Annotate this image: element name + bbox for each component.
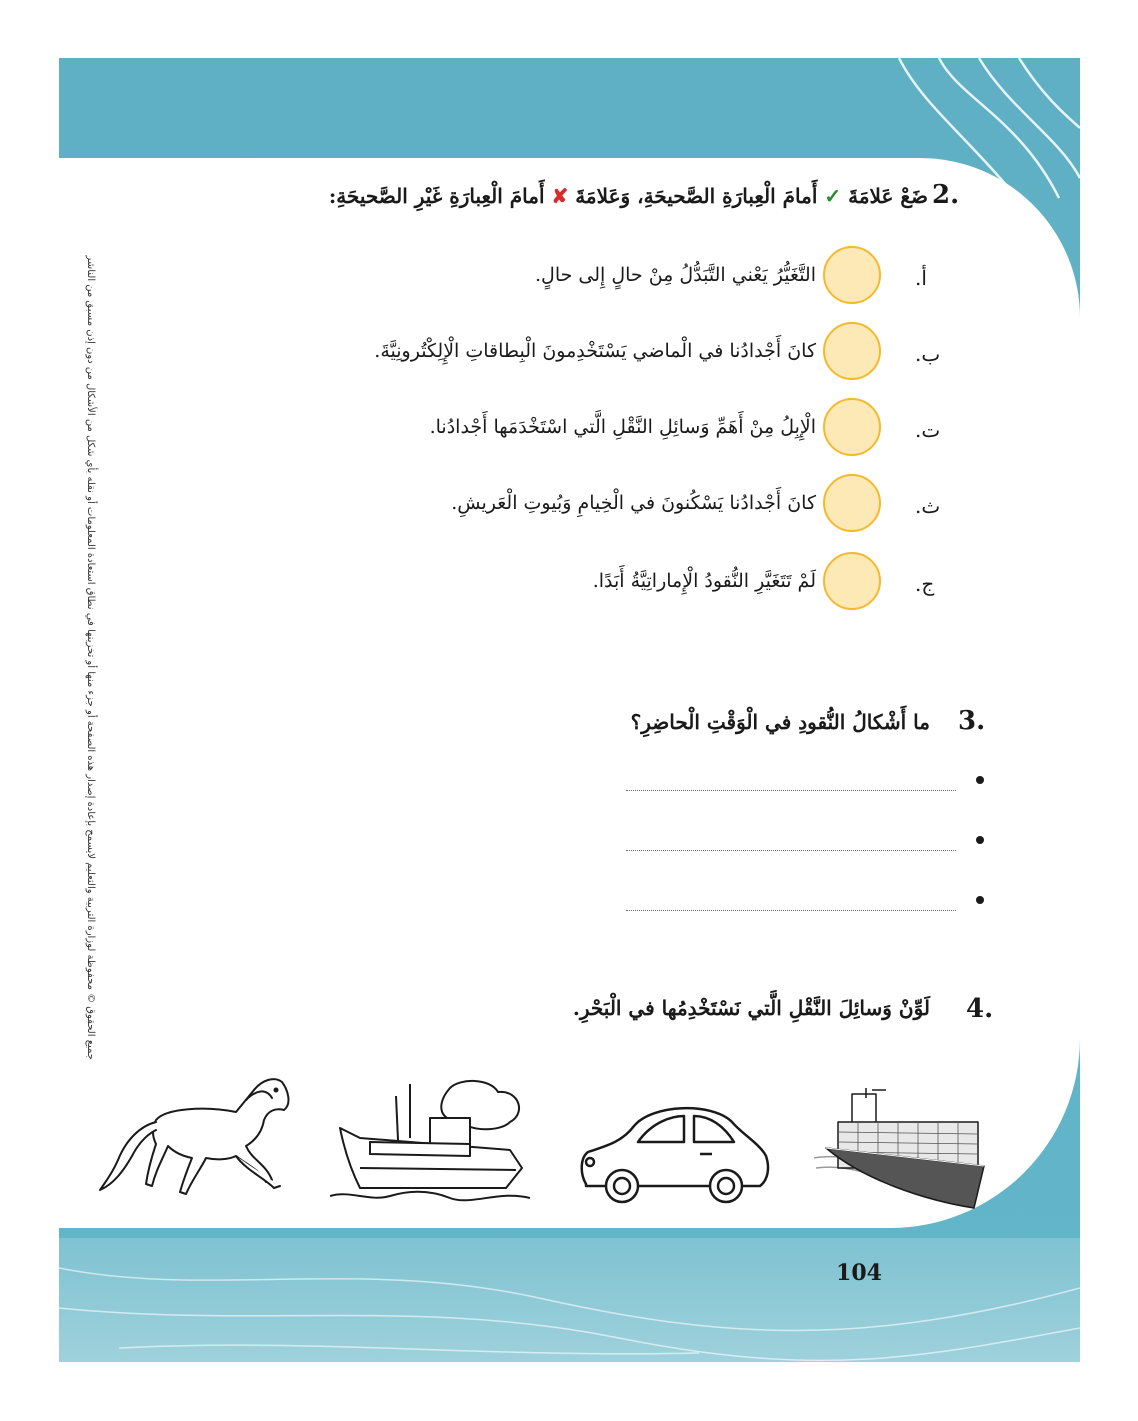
- answer-circle[interactable]: [823, 246, 881, 304]
- item-text: كانَ أَجْدادُنا يَسْكُنونَ في الْخِيامِ وَبُيوتِ الْعَريشِ.: [451, 492, 816, 514]
- answer-circle[interactable]: [823, 398, 881, 456]
- steamship-picture[interactable]: [330, 1078, 530, 1208]
- page-number: 104: [836, 1260, 882, 1286]
- footer-band: [59, 1238, 1080, 1362]
- item-text: كانَ أَجْدادُنا في الْماضي يَسْتَخْدِمونَ الْبِطاقاتِ الْإِلِكْتُرونِيَّةَ.: [374, 340, 816, 362]
- item-letter: ج.: [915, 572, 935, 596]
- instruction-part1: ضَعْ عَلامَةَ: [848, 184, 928, 208]
- copyright-note: جميع الحقوق © محفوظة لوزارة التربية والتعليم لايسمح بإعادة إصدار هذه الصفحة أو جزء منها أو تخزينها في نطاق استعادة المعلومات أو نقله بأي شكل من الأشكال من دون إذن مسبق من الناشر: [85, 255, 96, 1060]
- check-icon: ✓: [824, 184, 842, 208]
- bullet: [976, 776, 984, 784]
- cargo-ship-picture[interactable]: [814, 1088, 994, 1218]
- horse-picture[interactable]: [96, 1060, 296, 1210]
- item-letter: ت.: [915, 418, 941, 442]
- question-number: 3.: [958, 706, 986, 736]
- question-number: 2.: [932, 180, 960, 210]
- answer-line[interactable]: [626, 850, 956, 851]
- item-text: التَّغَيُّرُ يَعْني التَّبَدُّلُ مِنْ حالٍ إِلى حالٍ.: [534, 264, 816, 286]
- item-letter: ب.: [915, 342, 941, 366]
- item-letter: ث.: [915, 494, 941, 518]
- instruction-part2: أَمامَ الْعِبارَةِ الصَّحيحَةِ، وَعَلامَةَ: [575, 184, 818, 208]
- answer-line[interactable]: [626, 790, 956, 791]
- answer-circle[interactable]: [823, 474, 881, 532]
- cross-icon: ✘: [551, 184, 569, 208]
- item-letter: أ.: [915, 266, 927, 290]
- question-text: ما أَشْكالُ النُّقودِ في الْوَقْتِ الْحاضِرِ؟: [630, 710, 930, 734]
- instruction-part3: أَمامَ الْعِبارَةِ غَيْرِ الصَّحيحَةِ:: [328, 184, 545, 208]
- bullet: [976, 896, 984, 904]
- bullet: [976, 836, 984, 844]
- car-picture[interactable]: [576, 1094, 776, 1204]
- item-text: لَمْ تَتَغَيَّرِ النُّقودُ الْإِماراتِيَّةُ أَبَدًا.: [592, 570, 816, 592]
- question-text: لَوِّنْ وَسائِلَ النَّقْلِ الَّتي نَسْتَخْدِمُها في الْبَحْرِ.: [572, 996, 930, 1020]
- answer-circle[interactable]: [823, 552, 881, 610]
- question-number: 4.: [966, 994, 994, 1024]
- answer-line[interactable]: [626, 910, 956, 911]
- item-text: الْإِبِلُ مِنْ أَهَمِّ وَسائِلِ النَّقْلِ الَّتي اسْتَخْدَمَها أَجْدادُنا.: [429, 416, 816, 438]
- answer-circle[interactable]: [823, 322, 881, 380]
- question-instruction: [329, 184, 928, 208]
